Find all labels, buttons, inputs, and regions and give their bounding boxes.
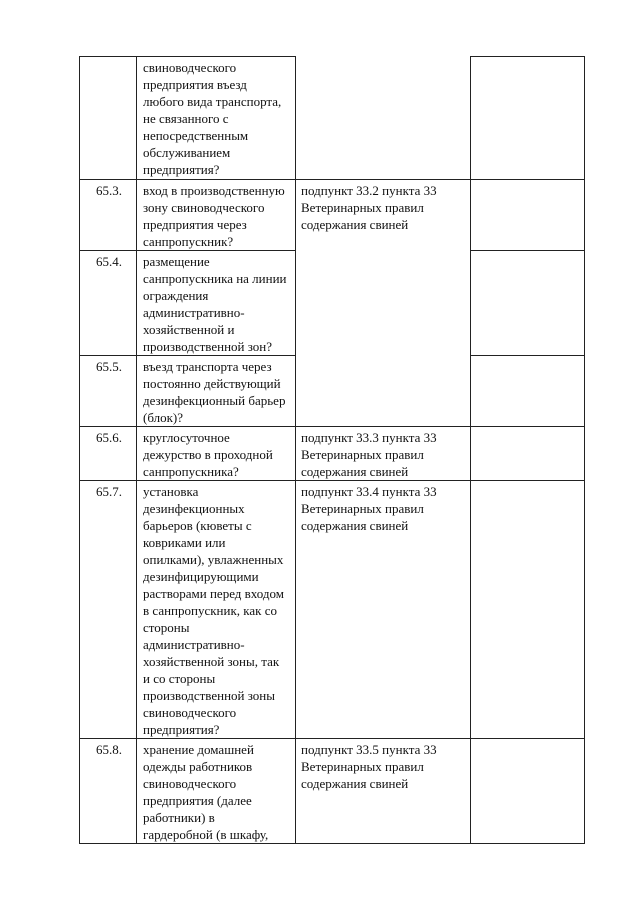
answer-cell <box>471 180 585 251</box>
item-number: 65.4. <box>80 251 137 356</box>
legal-reference: подпункт 33.3 пункта 33 Ветеринарных правил содержания свиней <box>296 427 471 481</box>
item-number: 65.5. <box>80 356 137 427</box>
answer-cell <box>471 57 585 180</box>
legal-reference: подпункт 33.2 пункта 33 Ветеринарных правил содержания свиней <box>296 180 471 427</box>
item-number: 65.6. <box>80 427 137 481</box>
legal-reference <box>296 57 471 180</box>
table-row <box>80 57 585 180</box>
item-number: 65.8. <box>80 739 137 844</box>
item-description: хранение домашней одежды работников свиноводческого предприятия (далее работники) в гардеробной (в шкафу, <box>137 739 296 844</box>
table-row <box>80 427 585 481</box>
item-description: размещение санпропускника на линии ограждения административно- хозяйственной и производственной зон? <box>137 251 296 356</box>
table-row <box>80 739 585 844</box>
item-description: круглосуточное дежурство в проходной санпропускника? <box>137 427 296 481</box>
legal-reference: подпункт 33.4 пункта 33 Ветеринарных правил содержания свиней <box>296 481 471 739</box>
table-row <box>80 481 585 739</box>
item-description: установка дезинфекционных барьеров (кюветы с ковриками или опилками), увлажненных дезинфицирующими растворами перед входом в санпропускник, как со стороны административно- хозяйственной зоны, так и со стороны производственной зоны свиноводческого предприятия? <box>137 481 296 739</box>
answer-cell <box>471 427 585 481</box>
item-description: вход в производственную зону свиноводческого предприятия через санпропускник? <box>137 180 296 251</box>
answer-cell <box>471 481 585 739</box>
item-number <box>80 57 137 180</box>
legal-reference: подпункт 33.5 пункта 33 Ветеринарных правил содержания свиней <box>296 739 471 844</box>
table-row <box>80 180 585 251</box>
answer-cell <box>471 739 585 844</box>
item-number: 65.3. <box>80 180 137 251</box>
answer-cell <box>471 356 585 427</box>
item-description: въезд транспорта через постоянно действующий дезинфекционный барьер (блок)? <box>137 356 296 427</box>
item-number: 65.7. <box>80 481 137 739</box>
item-description: свиноводческого предприятия въезд любого вида транспорта, не связанного с непосредственным обслуживанием предприятия? <box>137 57 296 180</box>
requirements-table <box>79 56 585 844</box>
answer-cell <box>471 251 585 356</box>
